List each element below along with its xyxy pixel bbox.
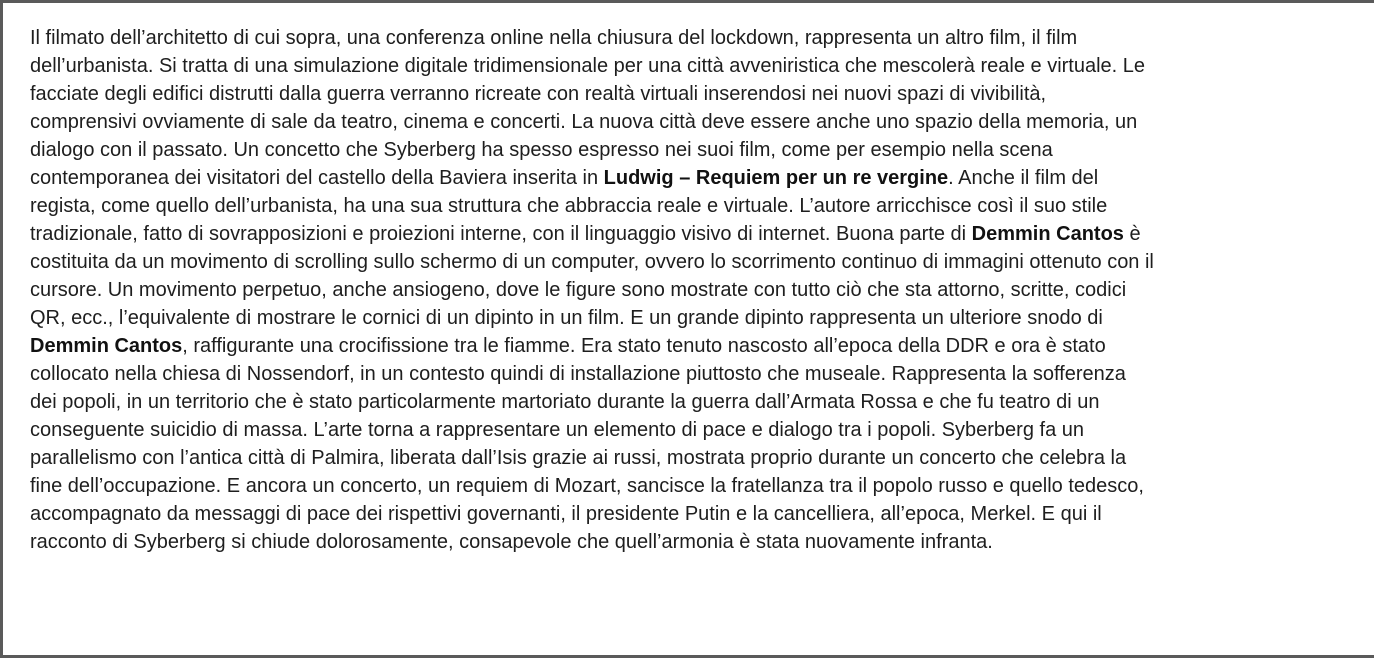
text-run: accompagnato da messaggi di pace dei rispettivi governanti, il presidente Putin e la cancelliera, all’epoca, Merkel. E qui il <box>30 503 1102 525</box>
text-line <box>30 220 1370 248</box>
text-run: dialogo con il passato. Un concetto che Syberberg ha spesso espresso nei suoi film, come per esempio nella scena <box>30 139 1053 161</box>
film-title: Demmin Cantos <box>30 335 183 357</box>
text-line <box>30 248 1370 276</box>
text-line <box>30 192 1370 220</box>
text-run: regista, come quello dell’urbanista, ha una sua struttura che abbraccia reale e virtuale. L’autore arricchisce così il suo stile <box>30 195 1108 217</box>
text-run: cursore. Un movimento perpetuo, anche ansiogeno, dove le figure sono mostrate con tutto ciò che sta attorno, scritte, codici <box>30 279 1127 301</box>
text-run: è <box>1123 223 1141 245</box>
film-title: Demmin Cantos <box>971 223 1124 245</box>
text-run: , raffigurante una crocifissione tra le fiamme. Era stato tenuto nascosto all’epoca della DDR e ora è stato <box>182 335 1106 357</box>
text-line <box>30 472 1370 500</box>
text-run: costituita da un movimento di scrolling sullo schermo di un computer, ovvero lo scorrimento continuo di immagini ottenuto con il <box>30 251 1154 273</box>
text-line <box>30 500 1370 528</box>
text-run: . Anche il film del <box>948 167 1099 189</box>
text-run: tradizionale, fatto di sovrapposizioni e proiezioni interne, con il linguaggio visivo di internet. Buona parte di <box>30 223 972 245</box>
text-run: conseguente suicidio di massa. L’arte torna a rappresentare un elemento di pace e dialogo tra i popoli. Syberberg fa un <box>30 419 1085 441</box>
text-run: QR, ecc., l’equivalente di mostrare le cornici di un dipinto in un film. E un grande dipinto rappresenta un ulteriore snodo di <box>30 307 1103 329</box>
text-line <box>30 136 1370 164</box>
text-line <box>30 24 1370 52</box>
text-line <box>30 360 1370 388</box>
text-run: dell’urbanista. Si tratta di una simulazione digitale tridimensionale per una città avveniristica che mescolerà reale e virtuale. Le <box>30 55 1146 77</box>
film-title: Ludwig – Requiem per un re vergine <box>603 167 949 189</box>
text-run: collocato nella chiesa di Nossendorf, in un contesto quindi di installazione piuttosto che museale. Rappresenta la sofferenza <box>30 363 1126 385</box>
text-line <box>30 444 1370 472</box>
text-line <box>30 388 1370 416</box>
article-paragraph <box>30 24 1370 556</box>
text-line <box>30 304 1370 332</box>
text-line <box>30 416 1370 444</box>
text-run: racconto di Syberberg si chiude dolorosamente, consapevole che quell’armonia è stata nuovamente infranta. <box>30 531 993 553</box>
text-line <box>30 164 1370 192</box>
text-line <box>30 52 1370 80</box>
text-line <box>30 276 1370 304</box>
text-run: contemporanea dei visitatori del castello della Baviera inserita in <box>30 167 604 189</box>
text-run: parallelismo con l’antica città di Palmira, liberata dall’Isis grazie ai russi, mostrata proprio durante un concerto che celebra la <box>30 447 1127 469</box>
text-run: fine dell’occupazione. E ancora un concerto, un requiem di Mozart, sancisce la fratellanza tra il popolo russo e quello tedesco, <box>30 475 1144 497</box>
text-run: Il filmato dell’architetto di cui sopra, una conferenza online nella chiusura del lockdown, rappresenta un altro film, il film <box>30 27 1078 49</box>
text-run: dei popoli, in un territorio che è stato particolarmente martoriato durante la guerra dall’Armata Rossa e che fu teatro di un <box>30 391 1100 413</box>
text-run: comprensivi ovviamente di sale da teatro, cinema e concerti. La nuova città deve essere anche uno spazio della memoria, un <box>30 111 1138 133</box>
text-line <box>30 108 1370 136</box>
text-line <box>30 528 1370 556</box>
text-line <box>30 80 1370 108</box>
text-run: facciate degli edifici distrutti dalla guerra verranno ricreate con realtà virtuali inserendosi nei nuovi spazi di vivibilità, <box>30 83 1047 105</box>
text-line <box>30 332 1370 360</box>
